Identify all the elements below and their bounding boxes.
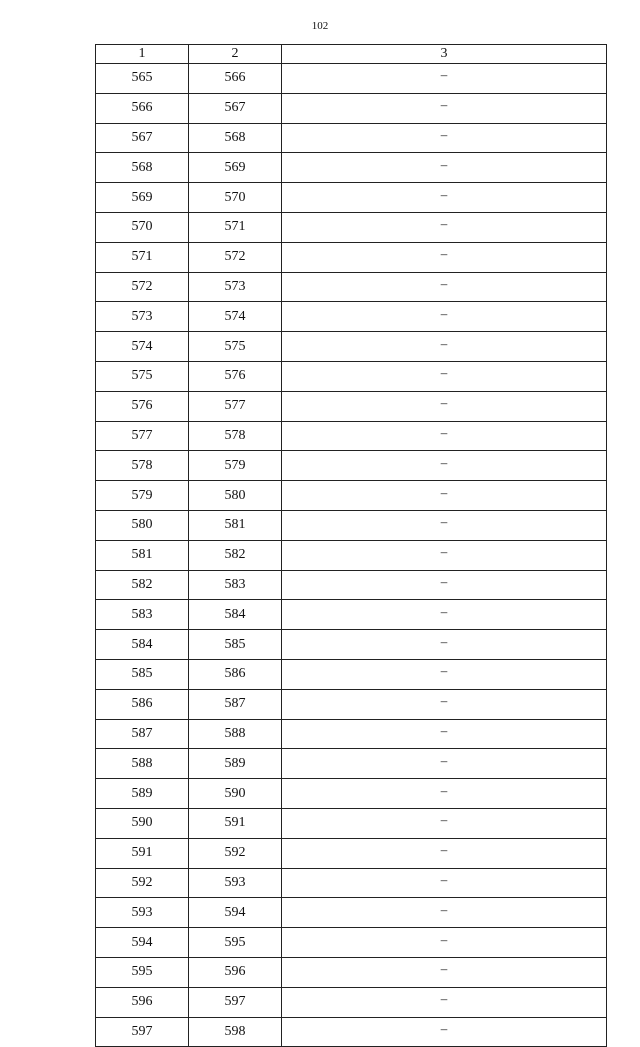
table-cell-col-3: – (282, 481, 607, 511)
table-cell-col-2: 590 (189, 779, 282, 809)
page-number: 102 (311, 20, 329, 32)
table-cell-col-1: 582 (96, 570, 189, 600)
table-cell-col-3: – (282, 510, 607, 540)
table-row (96, 540, 607, 570)
table-cell-col-2: 575 (189, 332, 282, 362)
table-row (96, 93, 607, 123)
table-cell-col-1: 586 (96, 689, 189, 719)
table-cell-col-2: 582 (189, 540, 282, 570)
table-cell-col-2: 589 (189, 749, 282, 779)
table-cell-col-3: – (282, 868, 607, 898)
table-row (96, 719, 607, 749)
table-cell-col-2: 593 (189, 868, 282, 898)
table-cell-col-2: 594 (189, 898, 282, 928)
table-cell-col-2: 574 (189, 302, 282, 332)
table-cell-col-3: – (282, 421, 607, 451)
column-header-3: 3 (282, 45, 607, 64)
table-cell-col-2: 567 (189, 93, 282, 123)
table-cell-col-2: 568 (189, 123, 282, 153)
table-cell-col-2: 579 (189, 451, 282, 481)
table-cell-col-1: 590 (96, 808, 189, 838)
table-row (96, 481, 607, 511)
table-cell-col-2: 598 (189, 1017, 282, 1047)
table-row (96, 153, 607, 183)
table-cell-col-3: – (282, 749, 607, 779)
table-cell-col-2: 585 (189, 630, 282, 660)
table-row (96, 361, 607, 391)
table-body (96, 64, 607, 1047)
table-row (96, 302, 607, 332)
table-cell-col-3: – (282, 242, 607, 272)
table-cell-col-1: 566 (96, 93, 189, 123)
table-cell-col-1: 587 (96, 719, 189, 749)
table-cell-col-2: 570 (189, 183, 282, 213)
table-cell-col-1: 594 (96, 928, 189, 958)
table-cell-col-3: – (282, 957, 607, 987)
table-row (96, 957, 607, 987)
table-row (96, 183, 607, 213)
table-cell-col-1: 570 (96, 212, 189, 242)
table-cell-col-3: – (282, 1017, 607, 1047)
table-cell-col-3: – (282, 630, 607, 660)
table-cell-col-3: – (282, 451, 607, 481)
table-cell-col-3: – (282, 779, 607, 809)
table-cell-col-3: – (282, 898, 607, 928)
table-row (96, 749, 607, 779)
table-cell-col-3: – (282, 570, 607, 600)
table-row (96, 391, 607, 421)
table-cell-col-2: 569 (189, 153, 282, 183)
table-cell-col-3: – (282, 838, 607, 868)
table-cell-col-2: 580 (189, 481, 282, 511)
table-cell-col-3: – (282, 689, 607, 719)
table-cell-col-2: 592 (189, 838, 282, 868)
table-cell-col-1: 573 (96, 302, 189, 332)
table-cell-col-3: – (282, 659, 607, 689)
table-row (96, 630, 607, 660)
table-cell-col-3: – (282, 212, 607, 242)
table-cell-col-1: 567 (96, 123, 189, 153)
table-cell-col-1: 593 (96, 898, 189, 928)
table-cell-col-1: 581 (96, 540, 189, 570)
table-cell-col-2: 578 (189, 421, 282, 451)
table-cell-col-2: 573 (189, 272, 282, 302)
table-cell-col-1: 591 (96, 838, 189, 868)
table-header-row (96, 45, 607, 64)
table-cell-col-1: 588 (96, 749, 189, 779)
table-cell-col-2: 595 (189, 928, 282, 958)
table-cell-col-1: 569 (96, 183, 189, 213)
table-cell-col-3: – (282, 808, 607, 838)
table-row (96, 510, 607, 540)
table-cell-col-3: – (282, 123, 607, 153)
column-header-2: 2 (189, 45, 282, 64)
table-row (96, 1017, 607, 1047)
table-row (96, 64, 607, 94)
table-row (96, 779, 607, 809)
table-cell-col-1: 580 (96, 510, 189, 540)
table-cell-col-1: 584 (96, 630, 189, 660)
table-row (96, 808, 607, 838)
table-cell-col-1: 579 (96, 481, 189, 511)
table-row (96, 123, 607, 153)
table-row (96, 987, 607, 1017)
table-cell-col-2: 576 (189, 361, 282, 391)
table-cell-col-1: 576 (96, 391, 189, 421)
table-cell-col-2: 587 (189, 689, 282, 719)
table-cell-col-1: 572 (96, 272, 189, 302)
table-cell-col-2: 596 (189, 957, 282, 987)
table-row (96, 928, 607, 958)
table-cell-col-2: 581 (189, 510, 282, 540)
table-cell-col-2: 588 (189, 719, 282, 749)
table-row (96, 838, 607, 868)
table-cell-col-1: 592 (96, 868, 189, 898)
table-cell-col-1: 596 (96, 987, 189, 1017)
table-cell-col-2: 571 (189, 212, 282, 242)
table-row (96, 868, 607, 898)
table-row (96, 451, 607, 481)
table-cell-col-2: 597 (189, 987, 282, 1017)
table-row (96, 242, 607, 272)
table-cell-col-3: – (282, 332, 607, 362)
table-row (96, 272, 607, 302)
table-row (96, 212, 607, 242)
table-cell-col-1: 574 (96, 332, 189, 362)
table-cell-col-1: 589 (96, 779, 189, 809)
table-cell-col-1: 565 (96, 64, 189, 94)
table-cell-col-3: – (282, 719, 607, 749)
table-row (96, 421, 607, 451)
table-cell-col-3: – (282, 153, 607, 183)
column-header-1: 1 (96, 45, 189, 64)
table-cell-col-2: 586 (189, 659, 282, 689)
table-cell-col-3: – (282, 183, 607, 213)
table-cell-col-3: – (282, 928, 607, 958)
table-row (96, 600, 607, 630)
table-cell-col-2: 577 (189, 391, 282, 421)
table-cell-col-1: 578 (96, 451, 189, 481)
table-row (96, 659, 607, 689)
table-cell-col-2: 572 (189, 242, 282, 272)
table-cell-col-3: – (282, 361, 607, 391)
table-cell-col-1: 568 (96, 153, 189, 183)
table-cell-col-1: 583 (96, 600, 189, 630)
table-row (96, 689, 607, 719)
table-cell-col-3: – (282, 540, 607, 570)
table-cell-col-3: – (282, 391, 607, 421)
table-cell-col-2: 566 (189, 64, 282, 94)
table-cell-col-2: 584 (189, 600, 282, 630)
table-cell-col-3: – (282, 93, 607, 123)
table-cell-col-3: – (282, 600, 607, 630)
table-cell-col-1: 595 (96, 957, 189, 987)
table-cell-col-2: 583 (189, 570, 282, 600)
table-cell-col-3: – (282, 302, 607, 332)
table-cell-col-3: – (282, 987, 607, 1017)
table-cell-col-1: 597 (96, 1017, 189, 1047)
table-cell-col-3: – (282, 272, 607, 302)
table-cell-col-1: 585 (96, 659, 189, 689)
table-cell-col-2: 591 (189, 808, 282, 838)
table-row (96, 898, 607, 928)
data-table (95, 44, 607, 1047)
table-cell-col-3: – (282, 64, 607, 94)
table-cell-col-1: 571 (96, 242, 189, 272)
table-row (96, 570, 607, 600)
table-row (96, 332, 607, 362)
table-cell-col-1: 575 (96, 361, 189, 391)
table-cell-col-1: 577 (96, 421, 189, 451)
